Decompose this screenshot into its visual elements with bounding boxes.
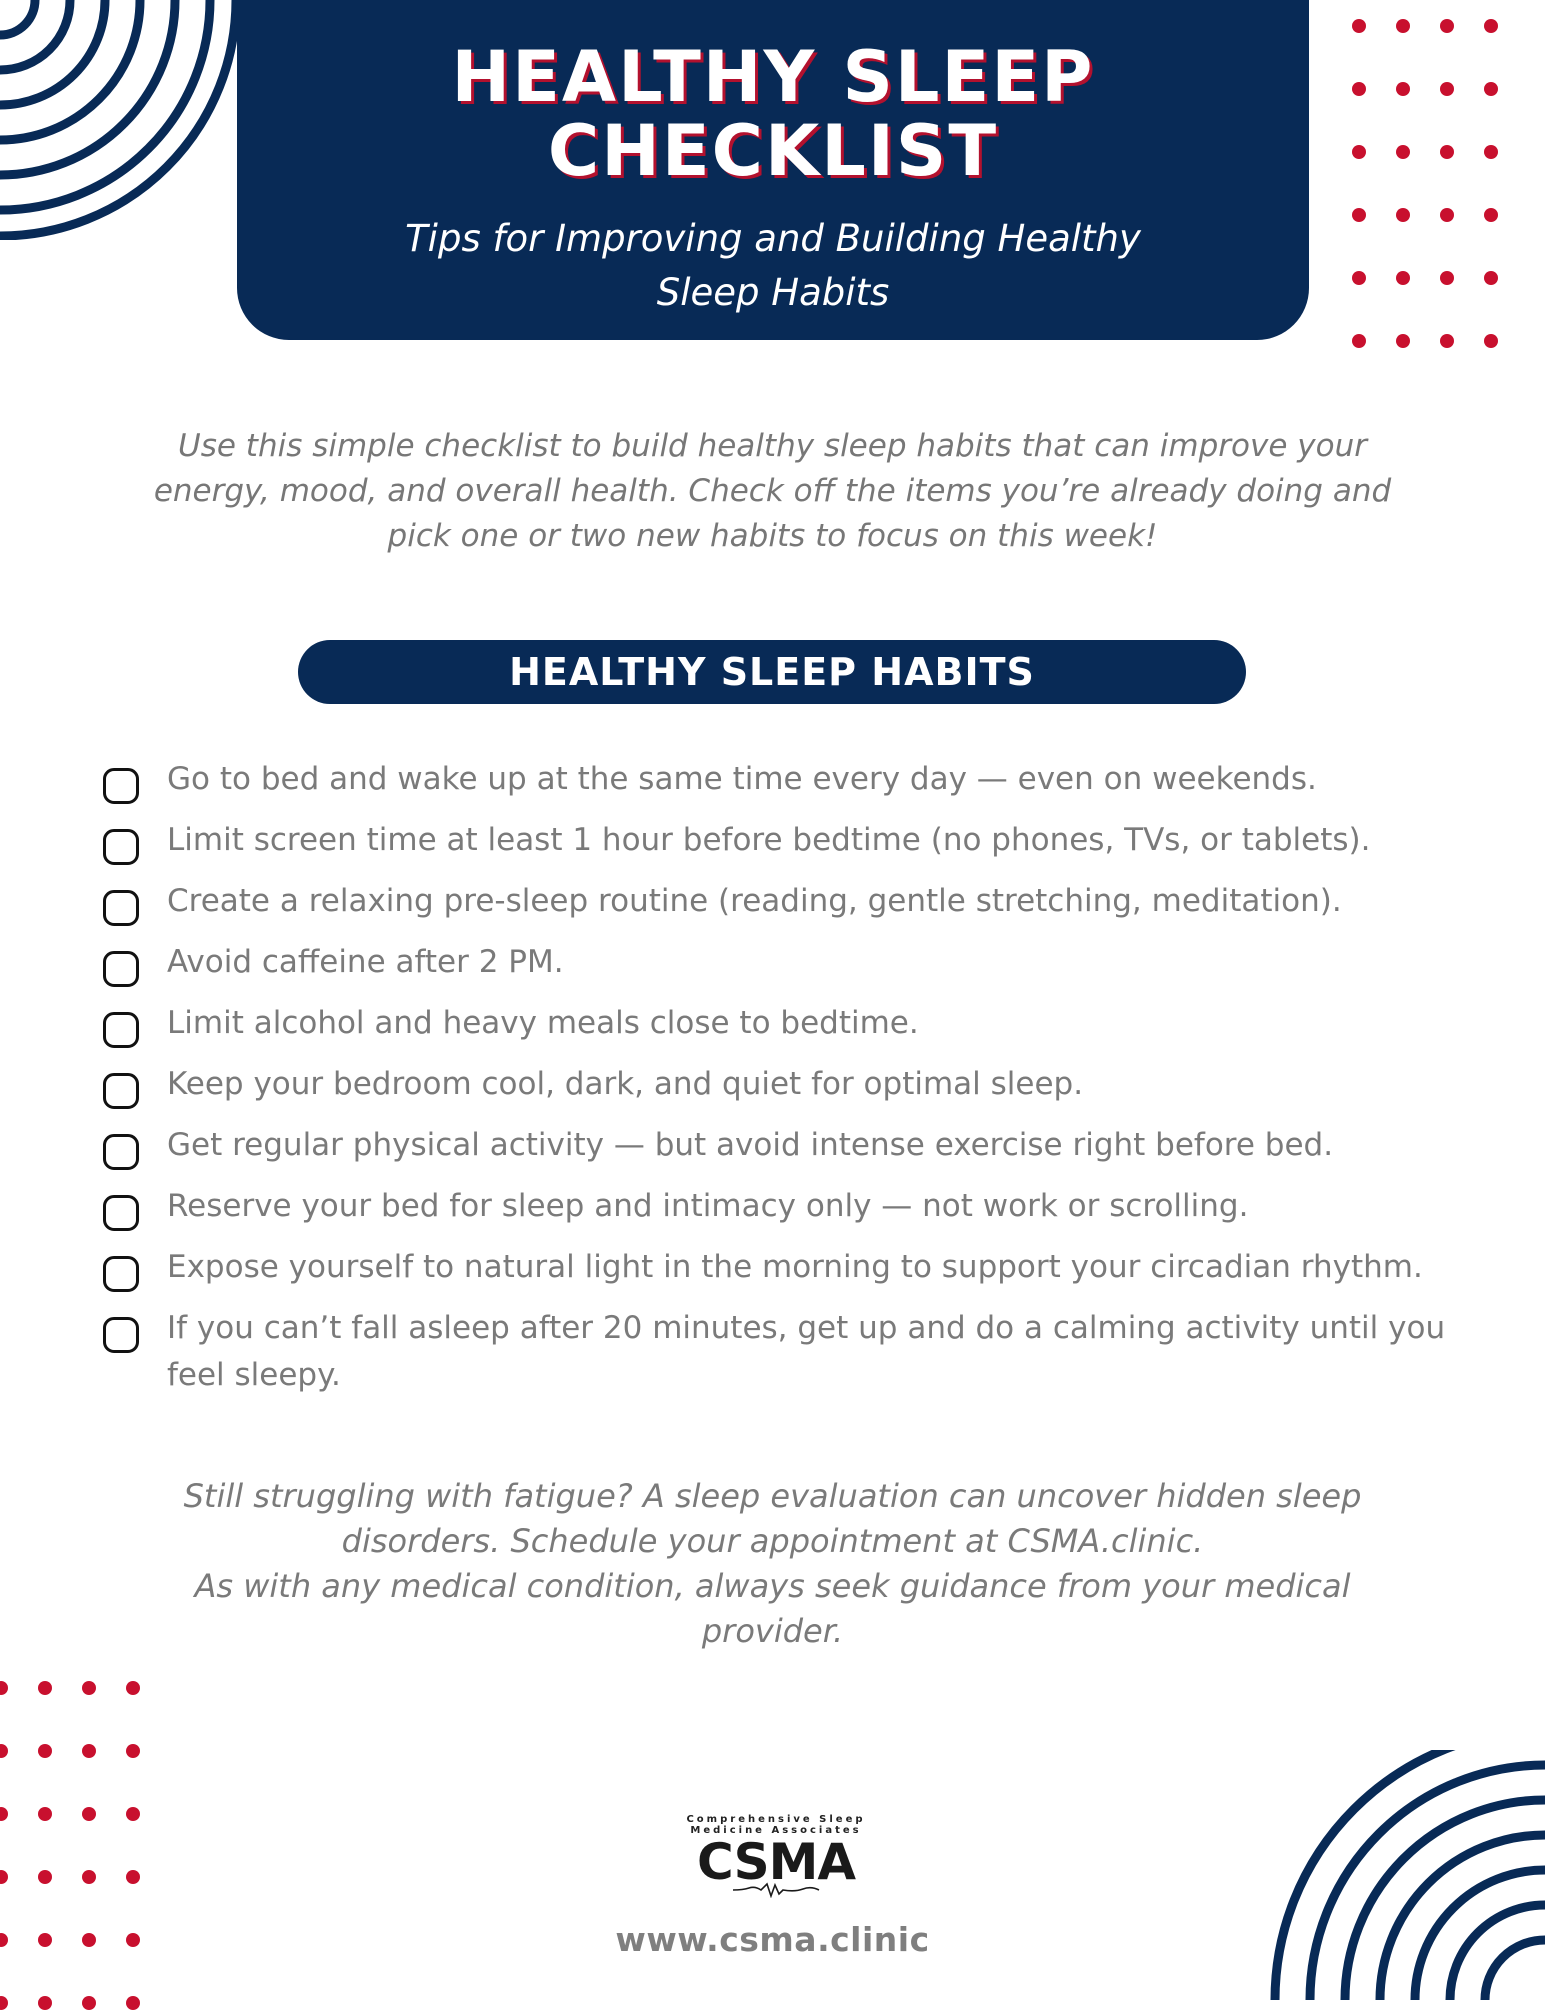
checkbox[interactable] bbox=[103, 1317, 139, 1353]
dot bbox=[82, 1807, 96, 1821]
dot bbox=[0, 1681, 8, 1695]
dot bbox=[38, 1996, 52, 2010]
dot bbox=[1484, 208, 1498, 222]
dot bbox=[1484, 145, 1498, 159]
checklist-item bbox=[103, 817, 1483, 865]
dot bbox=[126, 1681, 140, 1695]
checklist-item bbox=[103, 756, 1483, 804]
logo-name: CSMA bbox=[696, 1833, 856, 1891]
checklist-item-text: Get regular physical activity — but avoid intense exercise right before bed. bbox=[167, 1127, 1334, 1163]
checklist-item bbox=[103, 1305, 1483, 1399]
dot bbox=[1396, 82, 1410, 96]
dot bbox=[1440, 271, 1454, 285]
arc-ring bbox=[0, 0, 210, 210]
concentric-arcs-decoration bbox=[1220, 1750, 1545, 2000]
dot bbox=[0, 1807, 8, 1821]
checkbox[interactable] bbox=[103, 829, 139, 865]
logo-tagline-1: Comprehensive Sleep bbox=[686, 1814, 866, 1825]
checkbox[interactable] bbox=[103, 1195, 139, 1231]
checklist-item-text: Keep your bedroom cool, dark, and quiet for optimal sleep. bbox=[167, 1066, 1084, 1102]
checkbox[interactable] bbox=[103, 1073, 139, 1109]
checklist-item bbox=[103, 1061, 1483, 1109]
dot bbox=[82, 1744, 96, 1758]
dot bbox=[1352, 208, 1366, 222]
dot bbox=[1440, 208, 1454, 222]
checklist-item bbox=[103, 1122, 1483, 1170]
dot bbox=[1484, 19, 1498, 33]
footer-line-1: Still struggling with fatigue? A sleep evaluation can uncover hidden sleep disorders. Schedule your appointment at CSMA.clinic. bbox=[183, 1477, 1362, 1560]
page-title bbox=[237, 36, 1309, 192]
concentric-arcs-decoration bbox=[0, 0, 240, 240]
dot bbox=[126, 1933, 140, 1947]
section-heading: HEALTHY SLEEP HABITS bbox=[298, 640, 1246, 704]
dot bbox=[0, 1933, 8, 1947]
arc-ring bbox=[1345, 1800, 1545, 2000]
checkbox[interactable] bbox=[103, 1012, 139, 1048]
logo-tagline-2: Medicine Associates bbox=[690, 1825, 862, 1836]
checklist-item bbox=[103, 878, 1483, 926]
arc-ring bbox=[1450, 1905, 1545, 2000]
dot bbox=[1440, 145, 1454, 159]
dot bbox=[0, 1996, 8, 2010]
dot bbox=[1352, 271, 1366, 285]
checklist bbox=[103, 756, 1483, 1412]
dot bbox=[82, 1870, 96, 1884]
checklist-item-text: Create a relaxing pre-sleep routine (reading, gentle stretching, meditation). bbox=[167, 883, 1342, 919]
dot bbox=[82, 1681, 96, 1695]
title-line-1: HEALTHY SLEEP bbox=[451, 36, 1095, 118]
website-link[interactable]: www.csma.clinic bbox=[615, 1920, 930, 1959]
checklist-item-text: If you can’t fall asleep after 20 minutes, get up and do a calming activity until you feel sleepy. bbox=[167, 1310, 1446, 1393]
checklist-item bbox=[103, 1183, 1483, 1231]
checklist-item bbox=[103, 1000, 1483, 1048]
header-banner bbox=[237, 0, 1309, 340]
checklist-item-text: Avoid caffeine after 2 PM. bbox=[167, 944, 564, 980]
dot bbox=[1396, 271, 1410, 285]
dot bbox=[1352, 145, 1366, 159]
dot bbox=[0, 1870, 8, 1884]
dot bbox=[126, 1744, 140, 1758]
dot bbox=[1396, 19, 1410, 33]
dot bbox=[1484, 334, 1498, 348]
arc-ring bbox=[1485, 1940, 1545, 2000]
dot bbox=[1352, 19, 1366, 33]
checklist-item-text: Reserve your bed for sleep and intimacy only — not work or scrolling. bbox=[167, 1188, 1249, 1224]
arc-ring bbox=[0, 0, 35, 35]
dot bbox=[38, 1807, 52, 1821]
dot bbox=[1396, 145, 1410, 159]
checklist-item-text: Limit alcohol and heavy meals close to bedtime. bbox=[167, 1005, 919, 1041]
checkbox[interactable] bbox=[103, 1134, 139, 1170]
checkbox[interactable] bbox=[103, 1256, 139, 1292]
dot bbox=[1484, 82, 1498, 96]
dot bbox=[1396, 208, 1410, 222]
dot-grid-decoration bbox=[1352, 19, 1498, 348]
title-line-2: CHECKLIST bbox=[547, 110, 999, 192]
intro-paragraph: Use this simple checklist to build healthy sleep habits that can improve your energy, mood, and overall health. Check off the items you’re already doing and pick one or two new habits to focus on this week! bbox=[153, 428, 1392, 554]
dot bbox=[1440, 334, 1454, 348]
dot bbox=[126, 1870, 140, 1884]
checkbox[interactable] bbox=[103, 768, 139, 804]
dot bbox=[126, 1996, 140, 2010]
arc-ring bbox=[0, 0, 236, 236]
checklist-item-text: Limit screen time at least 1 hour before bedtime (no phones, TVs, or tablets). bbox=[167, 822, 1371, 858]
dot bbox=[1440, 82, 1454, 96]
checklist-item-text: Go to bed and wake up at the same time every day — even on weekends. bbox=[167, 761, 1317, 797]
dot bbox=[0, 1744, 8, 1758]
dot bbox=[38, 1933, 52, 1947]
dot bbox=[126, 1807, 140, 1821]
footer-note bbox=[160, 1474, 1385, 1654]
dot bbox=[38, 1870, 52, 1884]
dot bbox=[1352, 82, 1366, 96]
dot bbox=[82, 1933, 96, 1947]
dot bbox=[1396, 334, 1410, 348]
dot bbox=[82, 1996, 96, 2010]
dot bbox=[1484, 271, 1498, 285]
footer-line-2: As with any medical condition, always seek guidance from your medical provider. bbox=[194, 1567, 1351, 1650]
checklist-item-text: Expose yourself to natural light in the morning to support your circadian rhythm. bbox=[167, 1249, 1423, 1285]
dot bbox=[1352, 334, 1366, 348]
checklist-item bbox=[103, 939, 1483, 987]
checklist-item bbox=[103, 1244, 1483, 1292]
page-subtitle: Tips for Improving and Building Healthy Sleep Habits bbox=[405, 217, 1141, 314]
dot bbox=[38, 1681, 52, 1695]
checkbox[interactable] bbox=[103, 951, 139, 987]
csma-logo bbox=[686, 1814, 866, 1898]
dot-grid-decoration bbox=[0, 1681, 140, 2010]
dot bbox=[1440, 19, 1454, 33]
dot bbox=[38, 1744, 52, 1758]
checkbox[interactable] bbox=[103, 890, 139, 926]
